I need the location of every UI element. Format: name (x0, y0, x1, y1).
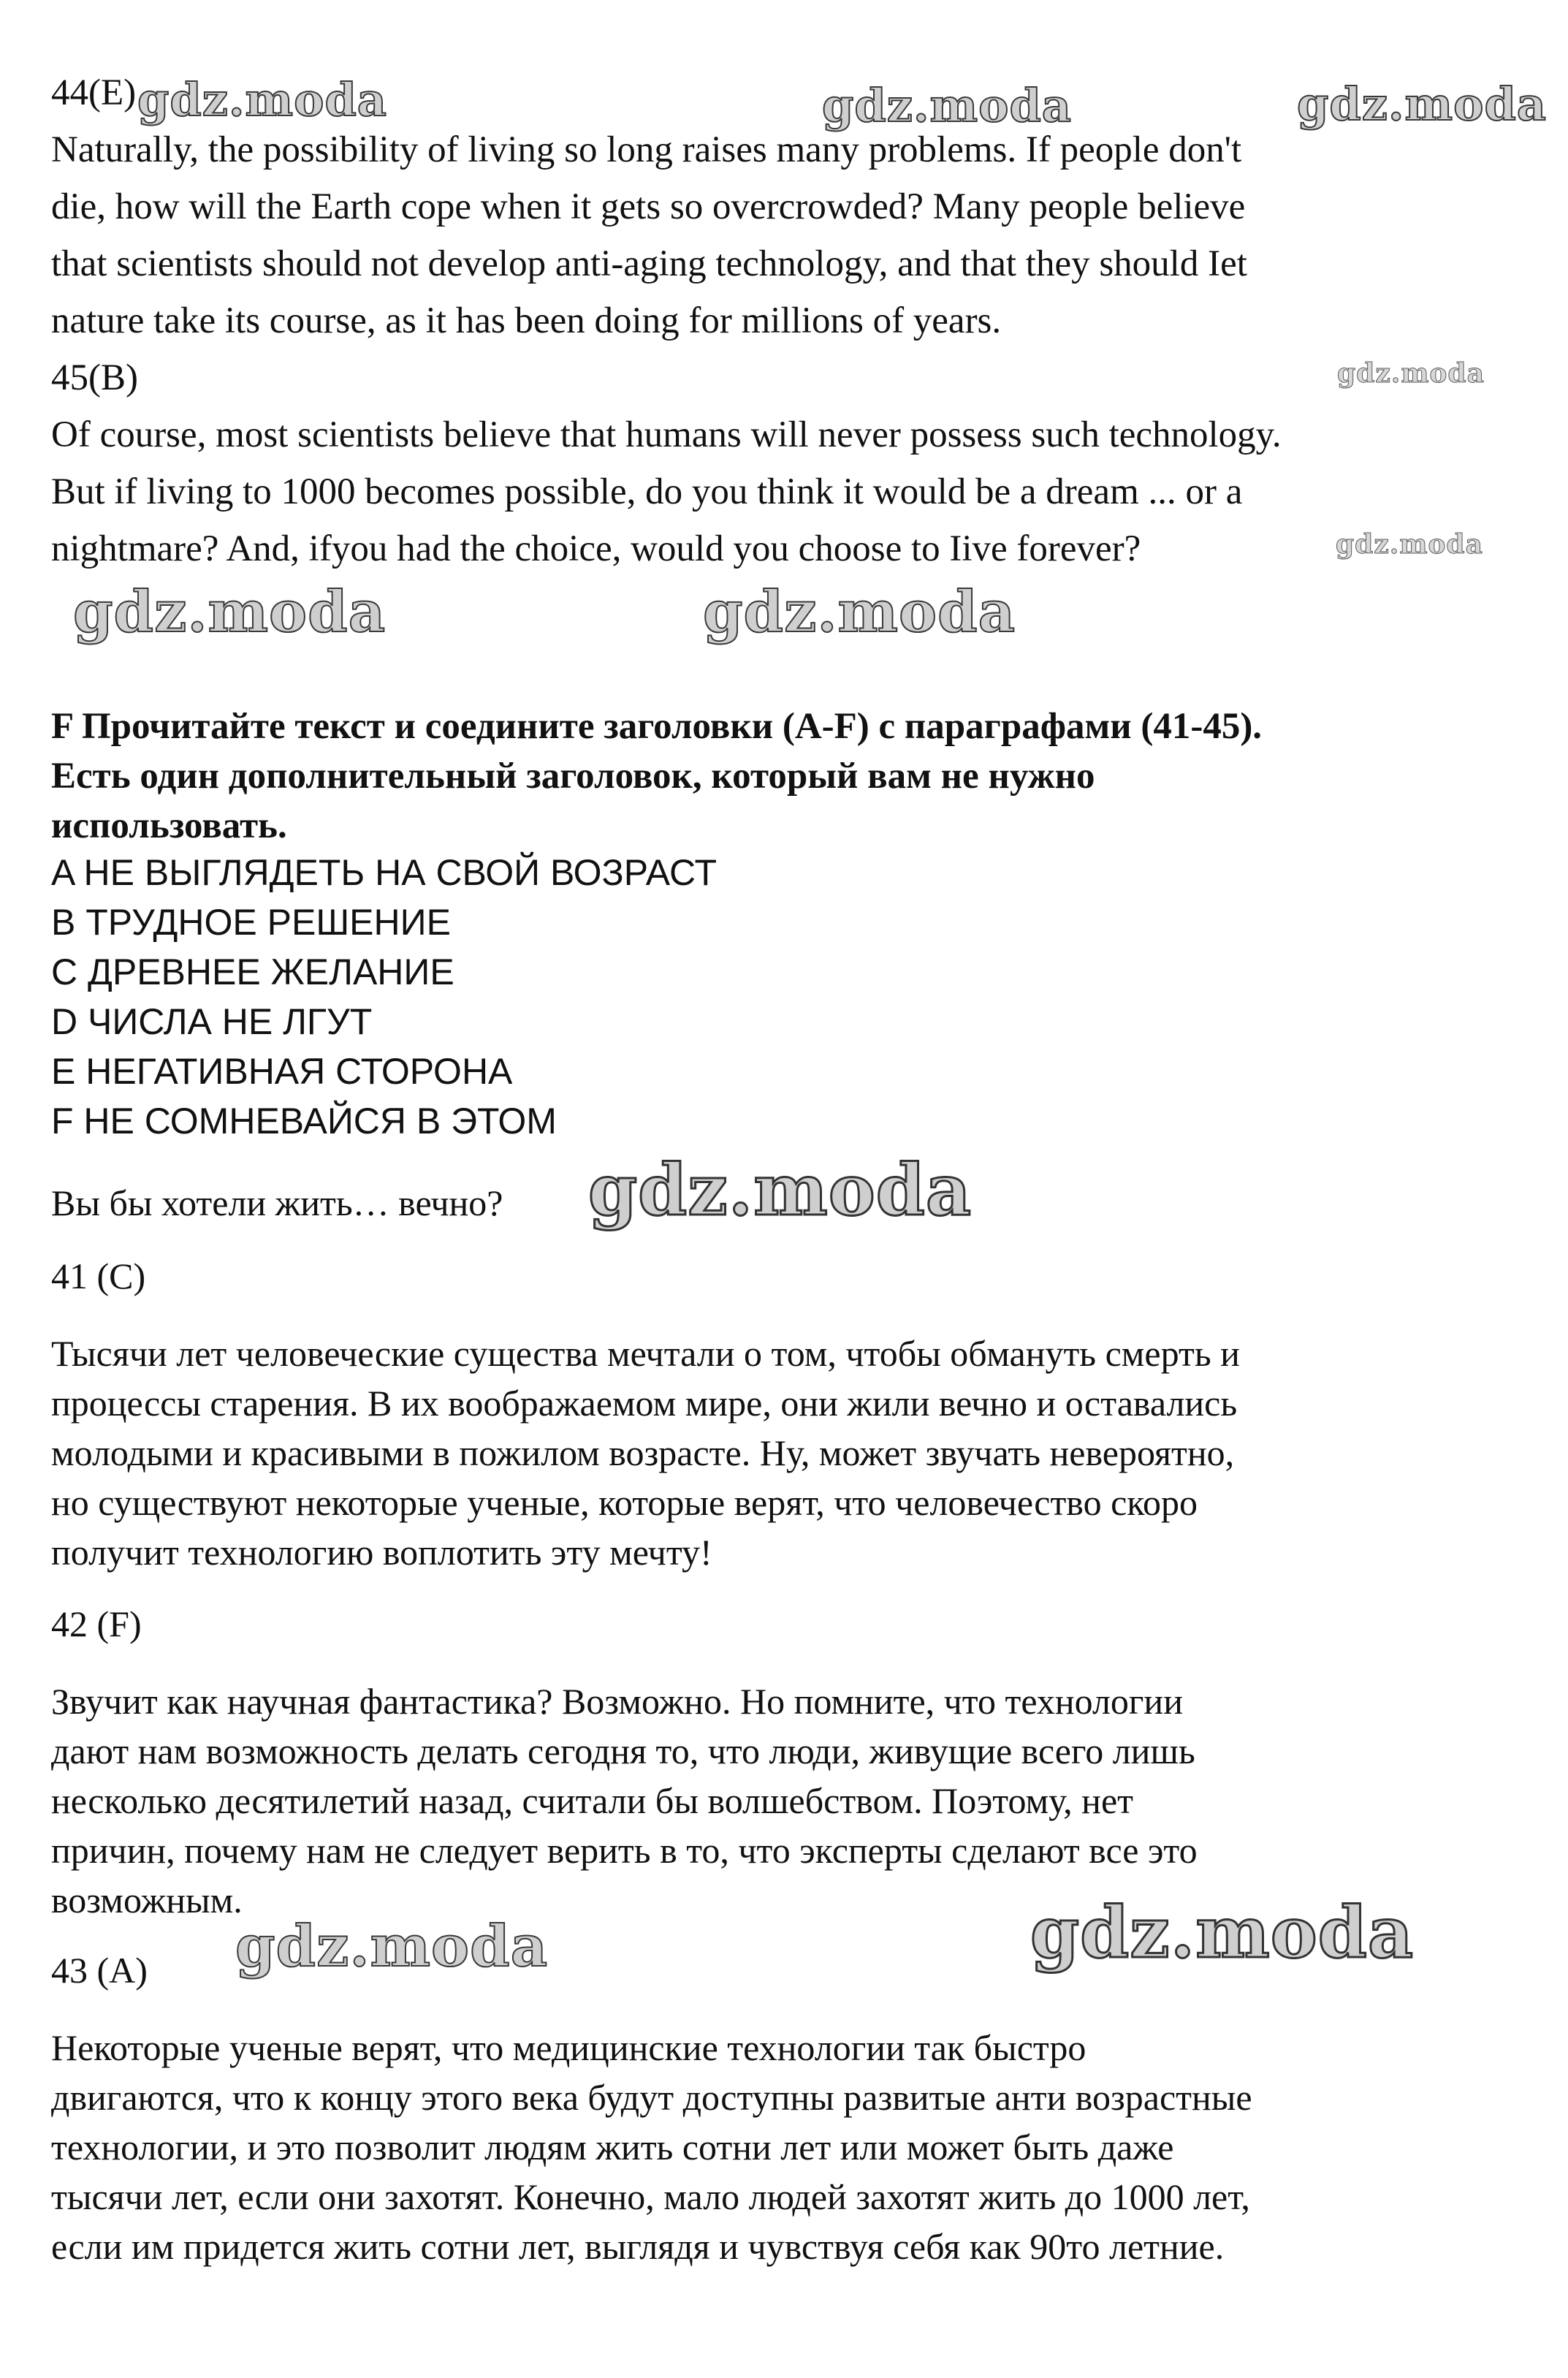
paragraph-45-line-1: Of course, most scientists believe that humans will never possess such technology. (51, 414, 1282, 455)
task-instruction-line-2: Есть один дополнительный заголовок, который вам не нужно (51, 756, 1095, 797)
watermark: gdz.moda (137, 73, 387, 126)
heading-option-a: A НЕ ВЫГЛЯДЕТЬ НА СВОЙ ВОЗРАСТ (51, 852, 717, 893)
watermark: gdz.moda (1337, 358, 1485, 389)
paragraph-label-41: 41 (C) (51, 1256, 146, 1296)
watermark: gdz.moda (235, 1913, 549, 1980)
watermark: gdz.moda (73, 579, 387, 645)
watermark: gdz.moda (703, 579, 1016, 645)
watermark: gdz.moda (1297, 77, 1547, 131)
paragraph-44-line-1: Naturally, the possibility of living so long raises many problems. If people don't (51, 129, 1242, 170)
paragraph-42-line-1: Звучит как научная фантастика? Возможно. Но помните, что технологии (51, 1681, 1183, 1722)
paragraph-label-42: 42 (F) (51, 1603, 142, 1644)
watermark: gdz.moda (822, 79, 1072, 132)
paragraph-42-line-5: возможным. (51, 1880, 243, 1921)
paragraph-42-line-2: дают нам возможность делать сегодня то, что люди, живущие всего лишь (51, 1731, 1195, 1771)
heading-option-f: F НЕ СОМНЕВАЙСЯ В ЭТОМ (51, 1101, 557, 1141)
paragraph-43-line-5: если им придется жить сотни лет, выглядя и чувствуя себя как 90то летние. (51, 2226, 1225, 2267)
heading-option-d: D ЧИСЛА НЕ ЛГУТ (51, 1001, 373, 1042)
paragraph-43-line-1: Некоторые ученые верят, что медицинские технологии так быстро (51, 2027, 1086, 2068)
heading-option-e: E НЕГАТИВНАЯ СТОРОНА (51, 1051, 513, 1092)
paragraph-41-line-4: но существуют некоторые ученые, которые верят, что человечество скоро (51, 1482, 1198, 1523)
paragraph-45-line-2: But if living to 1000 becomes possible, do you think it would be a dream ... or a (51, 471, 1243, 512)
paragraph-41-line-2: процессы старения. В их воображаемом мире, они жили вечно и оставались (51, 1383, 1238, 1424)
paragraph-label-45: 45(B) (51, 357, 138, 398)
paragraph-45-line-3: nightmare? And, ifyou had the choice, would you choose to Iive forever? (51, 528, 1141, 569)
paragraph-43-line-2: двигаются, что к концу этого века будут доступны развитые анти возрастные (51, 2077, 1252, 2118)
paragraph-42-line-4: причин, почему нам не следует верить в то, что эксперты сделают все это (51, 1830, 1198, 1871)
translation-title: Вы бы хотели жить… вечно? (51, 1182, 503, 1223)
paragraph-41-line-3: молодыми и красивыми в пожилом возрасте. Ну, может звучать невероятно, (51, 1432, 1235, 1473)
task-instruction-line-3: использовать. (51, 805, 287, 846)
paragraph-42-line-3: несколько десятилетий назад, считали бы волшебством. Поэтому, нет (51, 1780, 1133, 1821)
heading-option-b: B ТРУДНОЕ РЕШЕНИЕ (51, 902, 451, 943)
watermark: gdz.moda (1030, 1891, 1415, 1974)
paragraph-41-line-5: получит технологию воплотить эту мечту! (51, 1532, 712, 1573)
paragraph-44-line-2: die, how will the Earth cope when it gets so overcrowded? Many people believe (51, 186, 1246, 227)
paragraph-43-line-3: технологии, и это позволит людям жить сотни лет или может быть даже (51, 2127, 1174, 2168)
task-instruction-line-1: F Прочитайте текст и соедините заголовки (A-F) с параграфами (41-45). (51, 706, 1263, 747)
paragraph-label-43: 43 (A) (51, 1950, 148, 1991)
heading-option-c: C ДРЕВНЕЕ ЖЕЛАНИЕ (51, 951, 454, 992)
paragraph-43-line-4: тысячи лет, если они захотят. Конечно, мало людей захотят жить до 1000 лет, (51, 2176, 1250, 2217)
paragraph-44-line-3: that scientists should not develop anti-aging technology, and that they should Iet (51, 243, 1247, 284)
watermark: gdz.moda (588, 1149, 973, 1231)
paragraph-44-line-4: nature take its course, as it has been doing for millions of years. (51, 300, 1002, 341)
paragraph-label-44: 44(E) (51, 72, 137, 113)
watermark: gdz.moda (1336, 529, 1483, 560)
paragraph-41-line-1: Тысячи лет человеческие существа мечтали о том, чтобы обмануть смерть и (51, 1333, 1240, 1374)
